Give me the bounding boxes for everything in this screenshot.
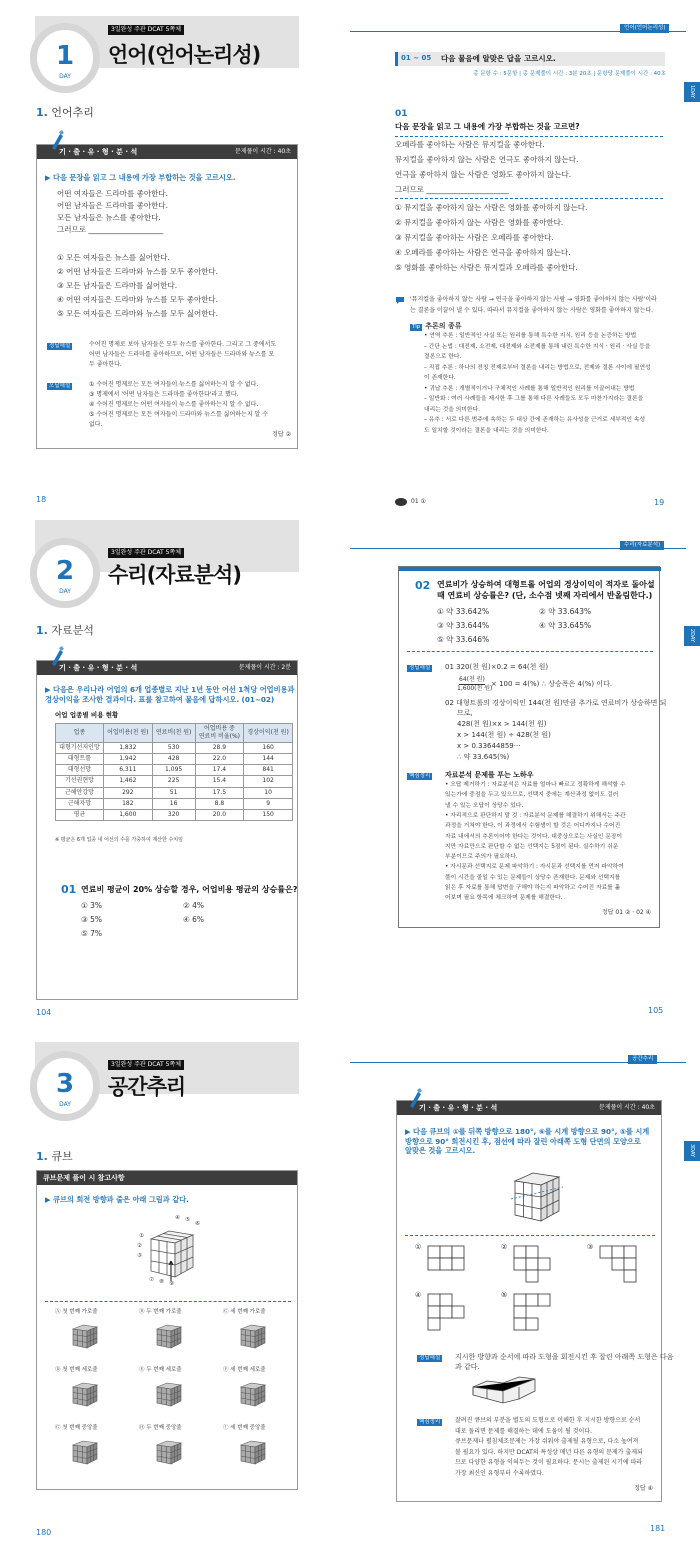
table-cell: 대형선망 bbox=[56, 765, 104, 776]
table-row bbox=[56, 743, 293, 754]
cube-icon bbox=[155, 1321, 183, 1349]
text-line: ③ 뮤지컬을 좋아하는 사람은 오페라를 좋아한다. bbox=[395, 233, 554, 242]
text-line: 있는가에 중점을 두고 있으므로, 선택지 중에는 계산과정 없이도 걸러 bbox=[445, 792, 619, 799]
table-cell: 20.0 bbox=[195, 809, 244, 820]
day-side-tab: 2DAY bbox=[684, 626, 700, 646]
table-cell: 15.4 bbox=[195, 776, 244, 787]
page-number: 19 bbox=[654, 498, 665, 507]
cube-line-label: Ⓖ 첫 번째 중앙줄 bbox=[55, 1425, 98, 1431]
text-line: ① 뮤지컬을 좋아하지 않는 사람은 영화를 좋아하지 않는다. bbox=[395, 203, 588, 212]
question-text: ▶ 다음은 우리나라 어업의 6개 업종별로 지난 1년 동안 어선 1척당 어업비용과 경상이익을 조사한 결과이다. 표를 참고하여 물음에 답하시오. (01~02) bbox=[45, 685, 295, 704]
cube-line-label: Ⓑ 두 번째 가로줄 bbox=[139, 1309, 182, 1315]
table-cell: 428 bbox=[152, 754, 195, 765]
solution-line-1: 지시한 방향과 순서에 따라 도형을 회전시킨 후 잘린 아래쪽 도형은 다음 bbox=[455, 1353, 674, 1361]
table-cell: 22.0 bbox=[195, 754, 244, 765]
cube-icon bbox=[239, 1437, 267, 1465]
day-circle bbox=[30, 23, 100, 93]
table-cell: 대형기선저인망 bbox=[56, 743, 104, 754]
cube-icon bbox=[155, 1437, 183, 1465]
text-line: 그러므로 ____________________ bbox=[57, 225, 164, 234]
cube-line-cell bbox=[49, 1367, 129, 1421]
cube-icon bbox=[239, 1379, 267, 1407]
table-cell: 1,942 bbox=[103, 754, 152, 765]
cube-line-cell bbox=[133, 1425, 213, 1479]
day-title: 언어(언어논리성) bbox=[108, 43, 261, 67]
table-cell: 51 bbox=[152, 787, 195, 798]
text-line: ④ 오페라를 좋아하는 사람은 연극을 좋아하지 않는다. bbox=[395, 248, 571, 257]
tip-block: Tip 추론의 종류 bbox=[412, 322, 462, 330]
cube-line-cell bbox=[133, 1367, 213, 1421]
question-number: 01 bbox=[61, 883, 77, 896]
text-line: 지만 자료만으로 판단할 수 없는 선택지는 5점이 된다. 실수하기 쉬운 bbox=[445, 843, 619, 850]
axis-labels bbox=[137, 1215, 205, 1287]
book-badge: 3일완성 주관 DCAT 5쪽체 bbox=[108, 1060, 184, 1070]
analysis-box-header: 기 · 출 · 유 · 형 · 분 · 석 문제풀이 시간 : 40초 bbox=[397, 1101, 661, 1115]
option-5[interactable]: ⑤ 7% bbox=[81, 929, 103, 938]
text-line: ① 모든 여자들은 뉴스를 싫어한다. bbox=[57, 253, 170, 262]
page-number: 181 bbox=[650, 1524, 666, 1533]
table-cell: 182 bbox=[103, 798, 152, 809]
day-side-tab: 1DAY bbox=[684, 82, 700, 102]
option-5[interactable]: ⑤ 약 33.646% bbox=[437, 635, 490, 644]
day-circle: 2 DAY bbox=[30, 538, 100, 608]
table-cell: 대형트롤 bbox=[56, 754, 104, 765]
text-line: ⑤ 수어진 명제로는 모든 여자들이 드라마와 뉴스를 싫어하는지 알 수 bbox=[89, 411, 269, 418]
answer-icon bbox=[395, 498, 407, 506]
answer-mark: 정답 ④ bbox=[634, 1485, 653, 1492]
axis-label: ② bbox=[137, 1243, 142, 1249]
day-side-tab: 3DAY bbox=[684, 1141, 700, 1161]
text-line: 이 존재한다. bbox=[424, 375, 456, 381]
table-cell: 320 bbox=[152, 809, 195, 820]
table-cell: 292 bbox=[103, 787, 152, 798]
option-4[interactable]: ④ 6% bbox=[183, 915, 205, 924]
option-2[interactable]: ② 4% bbox=[183, 901, 205, 910]
table-cell: 17.4 bbox=[195, 765, 244, 776]
text-line: 어떤 여자들은 드라마를 좋아한다. bbox=[57, 189, 168, 198]
question-text: ▶ 큐브의 회전 방향과 줄은 아래 그림과 같다. bbox=[45, 1195, 189, 1204]
cube-line-label: Ⓒ 세 번째 가로줄 bbox=[223, 1309, 266, 1315]
option-number: ④ bbox=[415, 1291, 422, 1299]
text-line: – 직접 추론 : 하나의 전칭 전제로부터 결론을 내리는 방법으로, 전제와 결론 사이에 필연성 bbox=[424, 364, 651, 371]
day-title: 수리(자료분석) bbox=[108, 563, 241, 587]
text-line: 수어진 명제로 보아 남자들은 모두 뉴스를 좋아한다. 그리고 그 중에서도 bbox=[89, 341, 277, 348]
answer-mark: 정답 01 ② · 02 ④ bbox=[601, 909, 651, 916]
table-cell: 1,600 bbox=[103, 809, 152, 820]
text-line: ③ 모든 남자들은 드라마를 싫어한다. bbox=[57, 281, 178, 290]
cube-line-cell bbox=[133, 1309, 213, 1363]
solution-block bbox=[395, 296, 405, 308]
text-line: 잘려진 큐브의 부분을 별도의 도형으로 이해한 후 지시한 방향으로 순서 bbox=[455, 1417, 641, 1424]
cross-section-shape bbox=[427, 1245, 465, 1283]
cube-line-label: Ⓔ 두 번째 세로줄 bbox=[139, 1367, 182, 1373]
axis-label: ③ bbox=[137, 1253, 142, 1259]
option-number: ⑤ bbox=[501, 1291, 508, 1299]
axis-label: ④ bbox=[175, 1215, 180, 1221]
text-line: 대로 돌리면 문제를 해결하는 데에 도움이 될 것이다. bbox=[455, 1427, 592, 1435]
table-cell: 근해안강망 bbox=[56, 787, 104, 798]
table-cell: 1,462 bbox=[103, 776, 152, 787]
text-line: 과정을 거쳐야 한다. 이 과정에서 수험생이 할 것은 어디까지나 수어진 bbox=[445, 823, 621, 830]
reference-box bbox=[36, 1170, 298, 1490]
table-cell: 225 bbox=[152, 776, 195, 787]
page-number: 180 bbox=[36, 1528, 52, 1537]
cube-line-cell bbox=[217, 1367, 297, 1421]
text-line: 풀이 시간을 줄일 수 있는 문제들이 상당수 존재한다. 문제와 선택지를 bbox=[445, 874, 621, 881]
analysis-box-header: 기 · 출 · 유 · 형 · 분 · 석 문제풀이 시간 : 2분 bbox=[37, 661, 297, 675]
text-line: 낼 수 있는 오답이 상당수 있다. bbox=[445, 802, 524, 809]
table-header-cell: 어업비용 중 연료비 비율(%) bbox=[195, 724, 244, 743]
analysis-box bbox=[36, 660, 298, 1000]
core-block: 핵심정리 bbox=[419, 1419, 441, 1425]
table-header-cell: 어업비용(천 원) bbox=[103, 724, 152, 743]
pencil-icon bbox=[50, 130, 64, 150]
day-circle: 3 DAY bbox=[30, 1051, 100, 1121]
core-block: 핵심정리 bbox=[409, 773, 431, 779]
solution-line-2: 과 같다. bbox=[455, 1363, 480, 1371]
book-badge: 3일완성 주관 DCAT 5쪽체 bbox=[108, 548, 184, 558]
question-box: 02 연료비가 상승하여 대형트롤 어업의 경상이익이 적자로 돌아설 때 연료비 상승률은? (단, 소수점 넷째 자리에서 반올림한다.) ① 약 33.642% ② 약 33.643% ③ 약 33.644% ④ 약 33.645% ⑤ 약 33.646% 정답해설 01 320(천 원)×0.2 = 64(천 원) 64(천 원) 1,600(천 원) × 100 = 4(%) ∴ 상승폭은 4(%) 이다. 02 대형트롤의 경상이익인 144(천 원)만큼 추가로 연료비가 상승하면 되 므로, 428(천 원)×x > 144(천 원) x > 144(천 원) ÷ 428(천 원) x > 0.33644859··· ∴ 약 33.645(%) 핵심정리 자료분석 문제를 푸는 노하우 • 오답 제거하기 : 자료분석은 자료를 얼마나 빠르고 정확하게 해석할 수 있는가에 중점을 두고 있으므로, 선택지 중에는 계산과정 없이도 걸러 낼 수 있는 오답이 상당수 있다. • 자리적으로 판단하지 말 것 : 자료분석 문제를 해결하기 위해서는 주관 과정을 거쳐야 한다. 이 과정에서 수험생이 할 것은 어디까지나 수어진 자료 내에서의 추론이어야 한다는 것이다. 대중상으로는 사실인 문장이 지만 자료만으로 판단할 수 없는 선택지는 5점이 된다. 실수하기 쉬운 부분이므로 주의가 필요하다. • 자시문과 선택지로 문제 파악하기 : 자시문과 선택지를 먼저 파악하여 풀이 시간을 줄일 수 있는 문제들이 상당수 존재한다. 문제와 선택지를 읽은 후 자료를 통해 답변을 구해야 하는지 파악하고 수어진 자료를 훑 어보며 필요 항목에 체크하며 문제를 해결한다. 정답 01 ② · 02 ④ bbox=[398, 566, 660, 928]
table-cell: 102 bbox=[244, 776, 293, 787]
page-number: 18 bbox=[36, 495, 47, 504]
text-line: ③ 명제에서 '어떤 남자들은 드라마를 좋아한다'라고 했다. bbox=[89, 391, 239, 398]
text-line: • 귀납 추론 : 개별적이거나 구체적인 사례를 통해 일반적인 원리를 이끌어내는 방법 bbox=[424, 385, 635, 392]
cube-icon bbox=[71, 1321, 99, 1349]
table-cell: 530 bbox=[152, 743, 195, 754]
table-cell: 9 bbox=[244, 798, 293, 809]
text-line: 어보며 필요 항목에 체크하며 문제를 해결한다. bbox=[445, 895, 563, 902]
analysis-box-header: 기 · 출 · 유 · 형 · 분 · 석 문제풀이 시간 : 40초 bbox=[37, 145, 297, 159]
table-cell: 1,832 bbox=[103, 743, 152, 754]
option-2[interactable]: ② 약 33.643% bbox=[539, 607, 592, 616]
text-line: • 자리적으로 판단하지 말 것 : 자료분석 문제를 해결하기 위해서는 주관 bbox=[445, 812, 626, 819]
text-line: 결론으로 한다. bbox=[424, 354, 462, 360]
day-number: 1 bbox=[55, 41, 75, 71]
answer-mark: 정답 ② bbox=[272, 431, 291, 438]
table-header-cell: 연료비(천 원) bbox=[152, 724, 195, 743]
option-4[interactable]: ④ 약 33.645% bbox=[539, 621, 592, 630]
comment-icon bbox=[395, 296, 405, 305]
table-row bbox=[56, 776, 293, 787]
cube-line-label: Ⓗ 두 번째 중앙줄 bbox=[139, 1425, 182, 1431]
table-cell: 1,095 bbox=[152, 765, 195, 776]
text-line: 므로 다양한 유형을 익혀두는 것이 필요하다. 문시는 출제된 시기에 따라 bbox=[455, 1459, 643, 1466]
table-cell: 28.9 bbox=[195, 743, 244, 754]
text-line: 내리는 것을 의미한다. bbox=[424, 406, 480, 413]
section-heading: 1. 언어추리 bbox=[36, 106, 94, 119]
analysis-box bbox=[396, 1100, 674, 1502]
table-title: 어업 업종별 비용 현황 bbox=[55, 711, 119, 719]
axis-label: ① bbox=[139, 1233, 144, 1239]
text-line: 어떤 남자들은 드라마를 좋아하므로, 어떤 남자들은 드라마와 뉴스를 모 bbox=[89, 351, 275, 358]
axis-label: ⑨ bbox=[169, 1281, 174, 1287]
cube-icon bbox=[71, 1379, 99, 1407]
table-cell: 8.8 bbox=[195, 798, 244, 809]
text-line: 읽은 후 자료를 통해 답변을 구해야 하는지 파악하고 수어진 자료를 훑 bbox=[445, 885, 621, 891]
table-row bbox=[56, 809, 293, 820]
answer-options bbox=[415, 1243, 655, 1343]
text-line: 큐브문제나 펼침체조문제는 가장 쉬워야 출제될 유형으로, 다소 높여져 bbox=[455, 1438, 639, 1445]
cross-section-shape bbox=[599, 1245, 637, 1283]
cube-line-label: Ⓘ 세 번째 중앙줄 bbox=[223, 1425, 266, 1431]
text-line: 어떤 남자들은 드라마를 좋아한다. bbox=[57, 201, 168, 210]
question-number: 02 bbox=[415, 579, 431, 592]
text-line: • 오답 제거하기 : 자료분석은 자료를 얼마나 빠르고 정확하게 해석할 수 bbox=[445, 782, 626, 788]
table-note: ※ 평균은 6개 업종 내 어선의 수를 가중하여 계산한 수치임 bbox=[55, 837, 183, 843]
chapter-tag: 공간추리 bbox=[628, 1055, 657, 1064]
table-cell: 16 bbox=[152, 798, 195, 809]
question-number: 01 bbox=[395, 109, 408, 119]
pencil-icon bbox=[50, 646, 64, 666]
table-row bbox=[56, 765, 293, 776]
book-badge: 3일완성 주관 DCAT 5쪽체 bbox=[108, 25, 184, 35]
section-heading: 1. 자료분석 bbox=[36, 624, 94, 637]
text-line: – 간단 논법 : 대전제, 소전제, 대전제와 소전제를 통해 내린 특수한 지식 · 원리 · 사실 등을 bbox=[424, 343, 651, 350]
cross-section-shape bbox=[513, 1293, 551, 1331]
data-table bbox=[55, 723, 293, 821]
page-number: 104 bbox=[36, 1008, 52, 1017]
option-1[interactable]: ① 3% bbox=[81, 901, 103, 910]
table-cell: 150 bbox=[244, 809, 293, 820]
option-3[interactable]: ③ 약 33.644% bbox=[437, 621, 490, 630]
text-line: 두 좋아한다. bbox=[89, 361, 122, 368]
axis-label: ⑦ bbox=[149, 1277, 154, 1283]
cube-question-figure bbox=[509, 1165, 565, 1227]
text-line: – 일반화 : 여러 사례들을 제시한 후 그를 통해 다른 사례들도 모두 마찬가지라는 결론을 bbox=[424, 396, 644, 402]
text-line: 그러므로 ______________________ bbox=[395, 185, 509, 194]
text-line: 모든 남자들은 뉴스를 좋아한다. bbox=[57, 213, 161, 222]
question-text: ▶ 다음 큐브의 ①를 뒤쪽 방향으로 180°, ⑥를 시계 방향으로 90°, ⑤를 시계 방향으로 90° 회전시킨 후, 점선에 따라 잘린 아래쪽 도형 단면의 모양으로 알맞은 것을 고르시오. bbox=[405, 1127, 650, 1156]
solution-block: 정답해설 bbox=[409, 665, 431, 671]
table-cell: 10 bbox=[244, 787, 293, 798]
cube-line-label: Ⓐ 첫 번째 가로줄 bbox=[55, 1309, 98, 1315]
text-line: ① 수어진 명제로는 모든 여자들이 뉴스를 싫어하는지 알 수 없다. bbox=[89, 381, 259, 388]
cube-line-grid bbox=[37, 1309, 299, 1489]
day-label: DAY bbox=[59, 73, 71, 80]
text-line: 뮤지컬을 좋아하지 않는 사람은 연극도 좋아하지 않는다. bbox=[395, 155, 579, 164]
text-line: 부분이므로 주의가 필요하다. bbox=[445, 854, 518, 861]
pencil-icon bbox=[408, 1088, 422, 1108]
section-heading: 1. 큐브 bbox=[36, 1150, 73, 1163]
cube-line-cell bbox=[217, 1309, 297, 1363]
option-number: ① bbox=[415, 1243, 422, 1251]
table-cell: 144 bbox=[244, 754, 293, 765]
text-line: – 유추 : 서로 다른 범주에 속하는 두 대상 간에 존재하는 유사성을 근거로 세부적인 속성 bbox=[424, 417, 646, 423]
text-line: ④ 어떤 여자들은 드라마와 뉴스를 모두 좋아한다. bbox=[57, 295, 219, 304]
option-3[interactable]: ③ 5% bbox=[81, 915, 103, 924]
table-cell: 기선권현망 bbox=[56, 776, 104, 787]
text-line: 연극을 좋아하지 않는 사람은 영화도 좋아하지 않는다. bbox=[395, 170, 572, 179]
cube-line-cell bbox=[49, 1425, 129, 1479]
wrong-explanation-block: 오답해설 ① 수어진 명제로는 모든 여자들이 뉴스를 싫어하는지 알 수 없다. ③ 명제에서 '어떤 남자들은 드라마를 좋아한다'라고 했다. ④ 수어진 명제로는 어떤 여자들이 뉴스를 좋아하는지 알 수 없다. ⑤ 수어진 명제로는 모든 여자들이 드라마와 뉴스를 싫어하는지 알 수 없다. bbox=[49, 381, 269, 428]
option-number: ② bbox=[501, 1243, 508, 1251]
text-line: 가장 최신인 유형부터 수록하였다. bbox=[455, 1469, 544, 1477]
cube-icon bbox=[155, 1379, 183, 1407]
cross-section-shape bbox=[427, 1293, 465, 1331]
text-line: ② 뮤지컬을 좋아하지 않는 사람은 영화를 좋아한다. bbox=[395, 218, 564, 227]
cube-line-cell bbox=[49, 1309, 129, 1363]
question-stem: 연료비가 상승하여 대형트롤 어업의 경상이익이 적자로 돌아설 때 연료비 상승률은? (단, 소수점 넷째 자리에서 반올림한다.) bbox=[437, 580, 655, 600]
option-number: ③ bbox=[587, 1243, 594, 1251]
axis-label: ⑧ bbox=[159, 1279, 164, 1285]
text-line: 는 결론을 이끌어 낼 수 있다. 따라서 뮤지컬을 좋아하지 않는 사람은 영화를 좋아하지 않는다. bbox=[410, 307, 654, 314]
table-row bbox=[56, 787, 293, 798]
chapter-tag: 언어(언어논리성) bbox=[620, 24, 669, 33]
table-row bbox=[56, 798, 293, 809]
table-cell: 841 bbox=[244, 765, 293, 776]
cube-line-label: Ⓓ 첫 번째 세로줄 bbox=[55, 1367, 98, 1373]
text-line: 오페라를 좋아하는 사람은 뮤지컬을 좋아한다. bbox=[395, 140, 545, 149]
solution-block: 정답해설 수어진 명제로 보아 남자들은 모두 뉴스를 좋아한다. 그리고 그 중에서도 어떤 남자들은 드라마를 좋아하므로, 어떤 남자들은 드라마와 뉴스를 모 두 좋아한다. bbox=[49, 341, 277, 368]
table-cell: 근해자망 bbox=[56, 798, 104, 809]
question-text: ▶ 다음 문장을 읽고 그 내용에 가장 부합하는 것을 고르시오. bbox=[45, 173, 236, 182]
cube-icon bbox=[71, 1437, 99, 1465]
question-meta: 총 문항 수 : 5문항 | 총 문제풀이 시간 : 3분 20초 | 문항당 문제풀이 시간 : 40초 bbox=[473, 71, 666, 77]
text-line: ⑤ 영화를 좋아하는 사람은 뮤지컬과 오페라를 좋아한다. bbox=[395, 263, 578, 272]
table-header-cell: 업종 bbox=[56, 724, 104, 743]
text-line: '뮤지컬을 좋아하지 않는 사람 → 연극을 좋아하지 않는 사람 → 영화를 좋아하지 않는 사람'이라 bbox=[410, 296, 657, 303]
page-number: 105 bbox=[648, 1006, 664, 1015]
solution-block: 정답해설 bbox=[419, 1355, 441, 1361]
cube-icon bbox=[239, 1321, 267, 1349]
table-row bbox=[56, 754, 293, 765]
question-stem: 연료비 평균이 20% 상승할 경우, 어업비용 평균의 상승률은? bbox=[81, 885, 298, 894]
axis-label: ⑤ bbox=[185, 1217, 190, 1223]
day-title: 공간추리 bbox=[108, 1075, 186, 1099]
axis-label: ⑥ bbox=[195, 1221, 200, 1227]
text-line: ④ 수어진 명제로는 어떤 여자들이 뉴스를 좋아하는지 알 수 없다. bbox=[89, 401, 259, 408]
cube-line-cell bbox=[217, 1425, 297, 1479]
instruction-bar: 01 ~ 05 다음 물음에 알맞은 답을 고르시오. bbox=[395, 52, 665, 66]
text-line: 볼 필요가 있다. 하지만 DCAT의 특성상 매년 다른 유형의 문제가 출제되 bbox=[455, 1448, 643, 1456]
cube-line-label: Ⓕ 세 번째 세로줄 bbox=[223, 1367, 266, 1373]
text-line: • 자시문과 선택지로 문제 파악하기 : 자시문과 선택지를 먼저 파악하여 bbox=[445, 864, 624, 871]
answer-block: 01 ① bbox=[395, 498, 407, 509]
table-cell: 6,311 bbox=[103, 765, 152, 776]
question-text: 다음 문장을 읽고 그 내용에 가장 부합하는 것을 고르면? bbox=[395, 122, 580, 131]
cross-section-shape bbox=[513, 1245, 551, 1283]
chapter-tag: 수리(자료분석) bbox=[620, 541, 664, 550]
text-line: 없다. bbox=[89, 421, 103, 428]
text-line: ② 어떤 남자들은 드라마와 뉴스를 모두 좋아한다. bbox=[57, 267, 219, 276]
option-1[interactable]: ① 약 33.642% bbox=[437, 607, 490, 616]
text-line: • 연역 추론 : 일반적인 사실 또는 원리를 통해 특수한 지식, 원리 등을 논증하는 방법 bbox=[424, 333, 637, 339]
table-cell: 17.5 bbox=[195, 787, 244, 798]
table-header-cell: 경상이익(천 원) bbox=[244, 724, 293, 743]
text-line: 도 일치할 것이라는 결론을 내리는 것을 의미한다. bbox=[424, 427, 549, 434]
text-line: 자료 내에서의 추론이어야 한다는 것이다. 대중상으로는 사실인 문장이 bbox=[445, 833, 623, 840]
table-cell: 평균 bbox=[56, 809, 104, 820]
analysis-box bbox=[36, 144, 298, 449]
reference-box-header: 큐브문제 풀이 시 참고사항 bbox=[37, 1171, 297, 1185]
solution-shape-figure bbox=[469, 1373, 539, 1407]
text-line: ⑤ 모든 여자들은 드라마와 뉴스를 모두 싫어한다. bbox=[57, 309, 219, 318]
table-cell: 160 bbox=[244, 743, 293, 754]
